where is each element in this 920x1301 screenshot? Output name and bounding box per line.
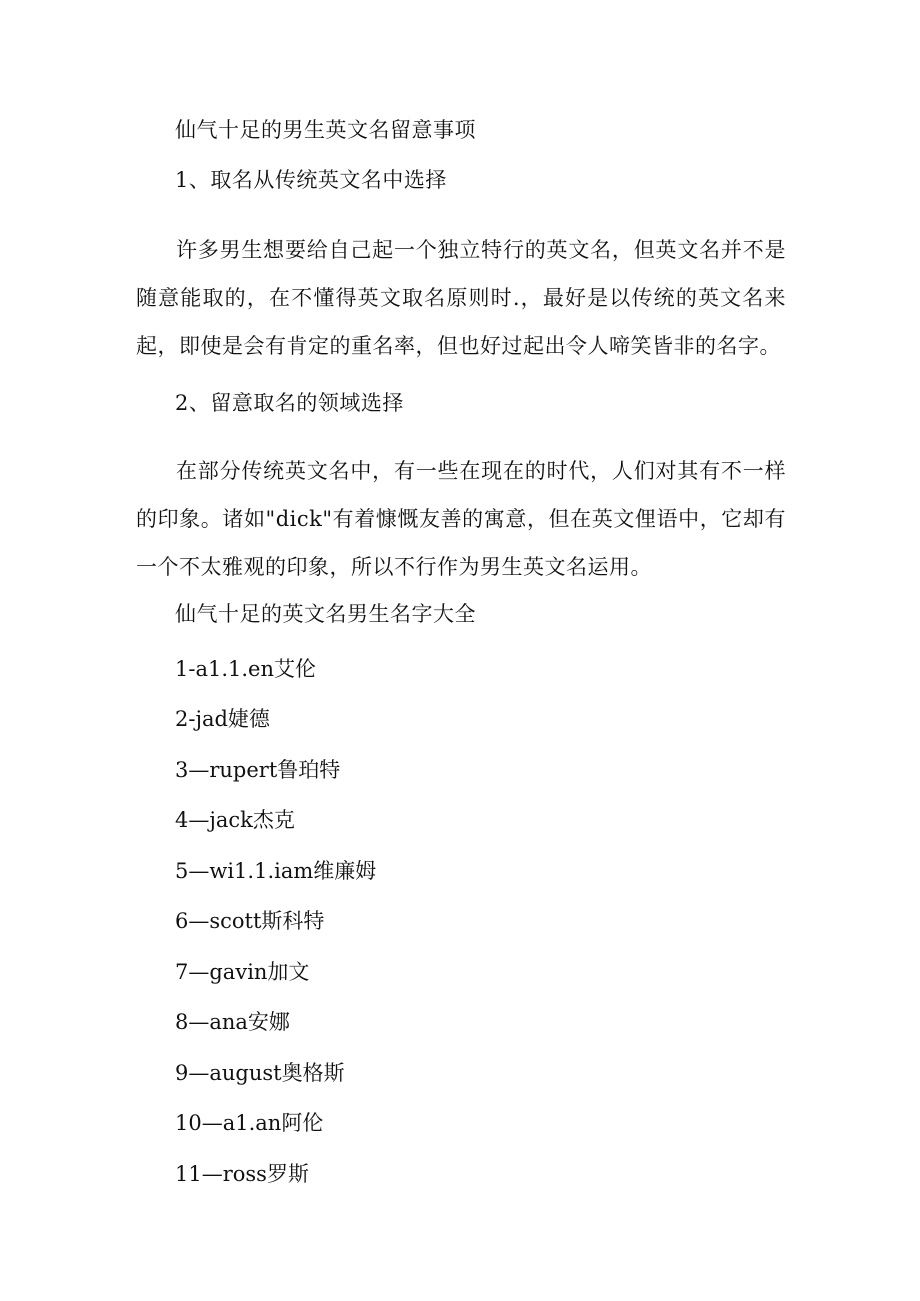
name-list-item: 2-jad婕德 [175, 707, 270, 731]
name-list-item: 3—rupert鲁珀特 [175, 758, 341, 782]
name-list-item: 10—a1.an阿伦 [175, 1111, 324, 1135]
name-list-item: 6—scott斯科特 [175, 909, 325, 933]
name-list-item: 8—ana安娜 [175, 1010, 290, 1034]
paragraph-1: 许多男生想要给自己起一个独立特行的英文名，但英文名并不是随意能取的，在不懂得英文取名原则时.，最好是以传统的英文名来起，即使是会有肯定的重名率，但也好过起出令人啼笑皆非的名字。 [136, 238, 786, 358]
name-list-item: 5—wi1.1.iam维廉姆 [175, 859, 377, 883]
name-list-item: 1-a1.1.en艾伦 [175, 657, 317, 681]
section-heading-notes: 仙气十足的男生英文名留意事项 [175, 118, 476, 142]
name-list-item: 7—gavin加文 [175, 960, 310, 984]
section-heading-names: 仙气十足的英文名男生名字大全 [175, 602, 476, 626]
paragraph-2: 在部分传统英文名中，有一些在现在的时代，人们对其有不一样的印象。诸如"dick"有着慷慨友善的寓意，但在英文俚语中，它却有一个不太雅观的印象，所以不行作为男生英文名运用。 [136, 459, 786, 579]
name-list-item: 11—ross罗斯 [175, 1162, 309, 1186]
item-2-title: 2、留意取名的领域选择 [175, 391, 404, 415]
name-list-item: 9—august奥格斯 [175, 1061, 345, 1085]
name-list-item: 4—jack杰克 [175, 808, 295, 832]
item-1-title: 1、取名从传统英文名中选择 [175, 168, 447, 192]
